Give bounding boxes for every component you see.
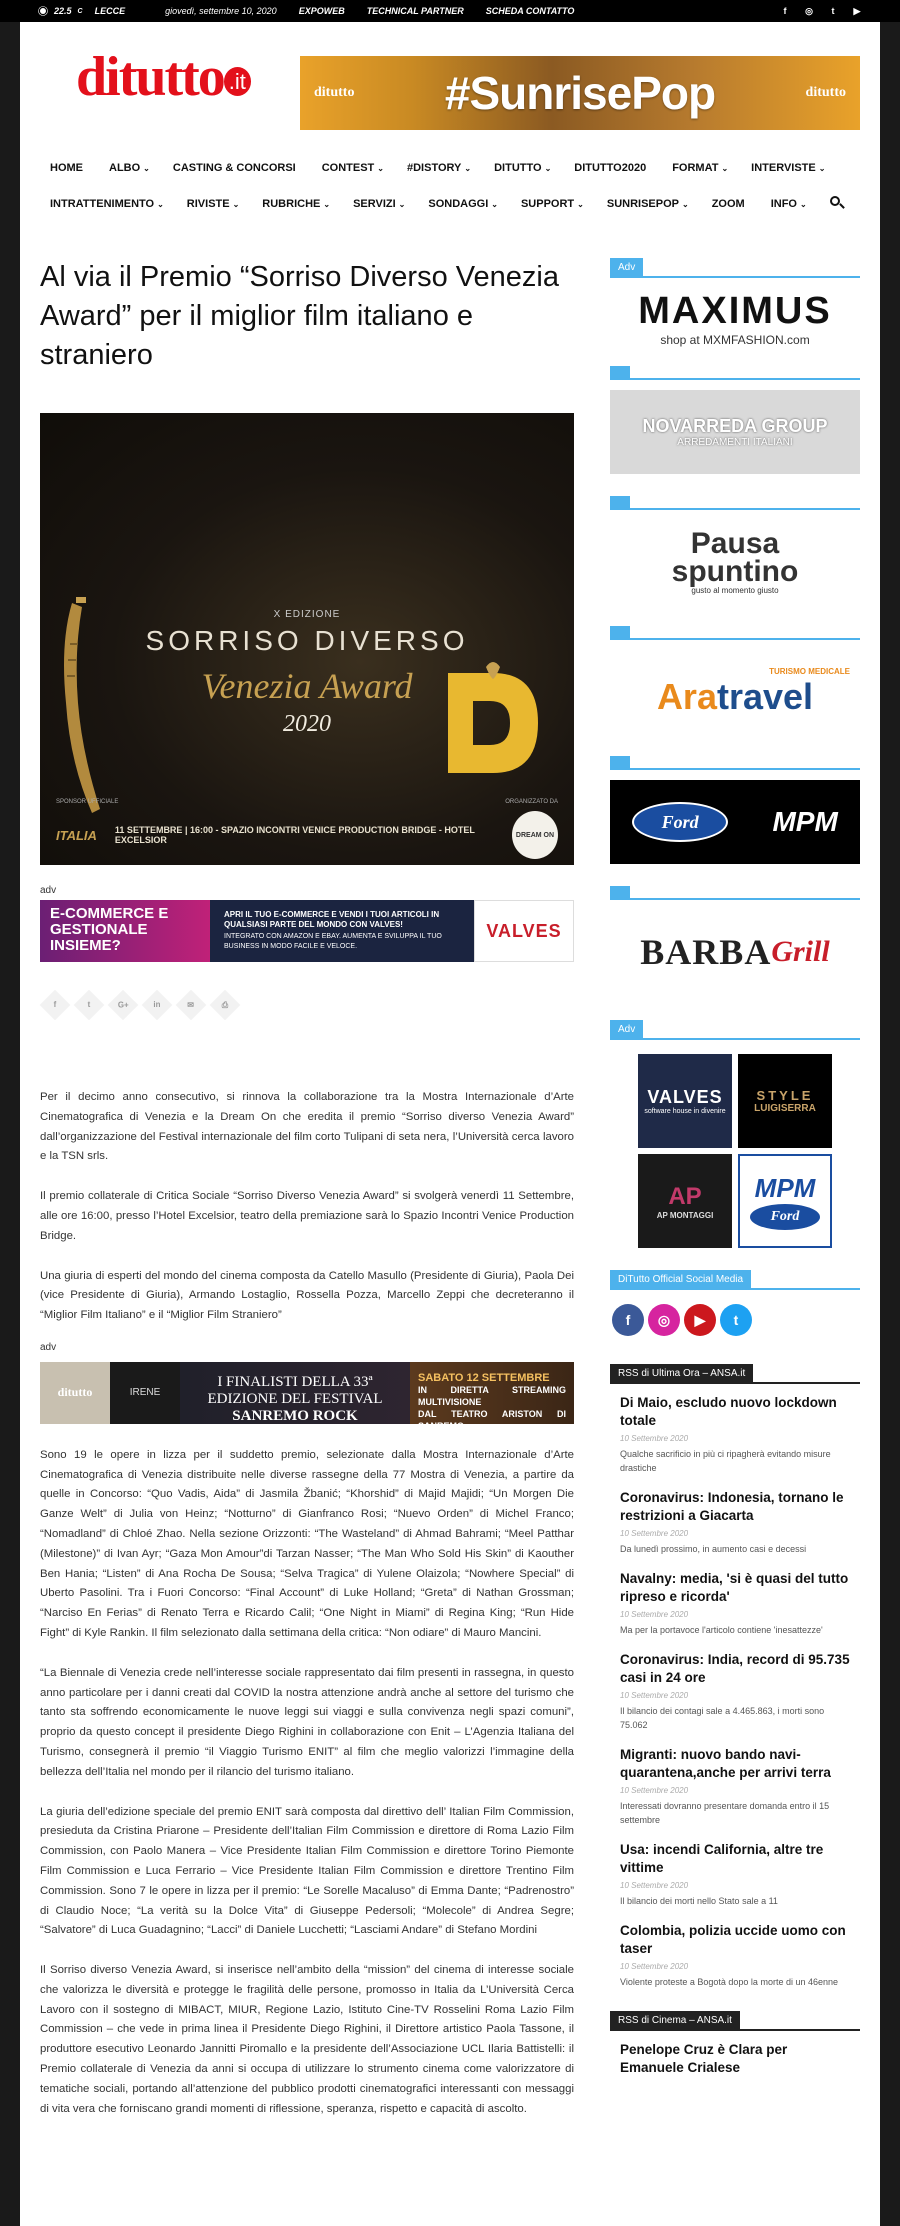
- chevron-down-icon: ⌄: [232, 200, 240, 209]
- linkedin-icon: in: [153, 1000, 161, 1010]
- share-google-button[interactable]: [108, 990, 139, 1021]
- news-item: [620, 1394, 854, 1475]
- sanremo-rock-banner[interactable]: [40, 1362, 574, 1431]
- sanremo-banner-date: SABATO 12 SETTEMBRE IN DIRETTA STREAMING MULTIVISIONE DAL TEATRO ARISTON DI SANREMO: [410, 1362, 574, 1424]
- sidebar-divider: [610, 748, 860, 770]
- article-paragraph: La giuria dell’edizione speciale del premio ENIT sarà composta dal direttivo dell’ Italian Film Commission, presieduta da Cristina Priarone – Presidente dell’Italian Film Commission e direttore di Roma Lazio Film Commission, con Paolo Manera – Vice Presidente Italian Film Commission e direttore Torino Piemonte Film Commission e Luca Ferrario – Vice Presidente Italian Film Commission e direttore Trentino Film Commission. Sono 7 le opere in lizza per il premio: “Le Sorelle Macaluso” di Emma Dante; “Padrenostro” di Claudio Noce; “La verità su la Dolce Vita” di Giuseppe Pedersoli; “Molecole” di Andrea Segre; “Salvatore” di Luca Guadagnino; “Lacci” di Daniele Lucchetti; “Lasciami Andare” di Stefano Mordini: [40, 1805, 574, 1937]
- news-list: [610, 1394, 860, 1989]
- news-item: [620, 1489, 854, 1556]
- sidebar-block: [610, 358, 860, 474]
- nav-item-distory[interactable]: #DISTORY ⌄: [406, 162, 472, 174]
- news-date: 10 Settembre 2020: [620, 1881, 689, 1890]
- nav-item-rubriche[interactable]: RUBRICHE ⌄: [262, 198, 331, 210]
- ap-montaggi-sponsor[interactable]: AP AP MONTAGGI: [638, 1154, 732, 1248]
- sidebar-block: [610, 1018, 860, 1248]
- nav-item-contest[interactable]: CONTEST ⌄: [321, 162, 384, 174]
- twitter-icon: t: [87, 1000, 91, 1010]
- hero-sponsor-label: SPONSOR UFFICIALE: [56, 799, 119, 805]
- sponsor-grid: [610, 1054, 860, 1248]
- news-excerpt: Da lunedì prossimo, in aumento casi e decessi: [620, 1544, 807, 1554]
- chevron-down-icon: ⌄: [377, 164, 384, 173]
- nav-item-riviste[interactable]: RIVISTE ⌄: [186, 198, 240, 210]
- chevron-down-icon: ⌄: [721, 164, 729, 173]
- nav-item-sunrisepop[interactable]: SUNRISEPOP ⌄: [606, 198, 689, 210]
- news-date: 10 Settembre 2020: [620, 1691, 689, 1700]
- share-facebook-button[interactable]: [40, 990, 71, 1021]
- cinema-block: [610, 2009, 860, 2077]
- news-title[interactable]: Colombia, polizia uccide uomo con taser: [620, 1923, 846, 1956]
- nav-item-intrattenimento[interactable]: INTRATTENIMENTO ⌄: [50, 198, 164, 210]
- novarreda-ad[interactable]: NOVARREDA GROUP ARREDAMENTI ITALIANI: [610, 390, 860, 474]
- temperature-unit: C: [77, 7, 83, 15]
- maximus-logo: MAXIMUS: [638, 289, 832, 332]
- logo-text: ditutto: [76, 46, 224, 108]
- nav-item-ditutto2020[interactable]: DITUTTO2020: [574, 162, 647, 174]
- site-header: [20, 22, 880, 222]
- news-date: 10 Settembre 2020: [620, 1529, 689, 1538]
- news-item: [620, 2041, 854, 2077]
- instagram-icon[interactable]: ◎: [805, 5, 813, 16]
- article-hero-image: [40, 413, 574, 865]
- banner-ecommerce-copy: [210, 900, 474, 962]
- youtube-icon[interactable]: ▶: [853, 5, 861, 16]
- ansa-block: [610, 1362, 860, 1989]
- news-title[interactable]: Migranti: nuovo bando navi-quarantena,anche per arrivi terra: [620, 1747, 831, 1780]
- mail-icon: ✉: [187, 1001, 195, 1010]
- mpm-ford-sponsor[interactable]: MPM Ford: [738, 1154, 832, 1248]
- share-print-button[interactable]: [210, 990, 241, 1021]
- chevron-down-icon: ⌄: [464, 164, 472, 173]
- topbar-link-technical-partner[interactable]: TECHNICAL PARTNER: [366, 6, 464, 16]
- logo-suffix: .it: [224, 67, 251, 96]
- facebook-icon[interactable]: f: [612, 1304, 644, 1336]
- chevron-down-icon: ⌄: [682, 200, 689, 209]
- article-paragraph: Per il decimo anno consecutivo, si rinnova la collaborazione tra la Mostra Internazionale d’Arte Cinematografica di Venezia e la Dream On che eredita il premio “Sorriso diverso Venezia Award” dall’organizzazione del Festival internazionale del film corto Tulipani di seta nera, l’Università cerca lavoro e la TSN srls.: [40, 1091, 574, 1163]
- article: [40, 252, 574, 2139]
- news-item: [620, 1841, 854, 1908]
- adv-label: adv: [40, 1341, 57, 1353]
- sun-icon: [40, 8, 46, 14]
- search-icon[interactable]: [830, 196, 844, 210]
- top-bar: [0, 0, 900, 22]
- ford-mpm-ad[interactable]: [610, 780, 860, 864]
- aratravel-ad[interactable]: TURISMO MEDICALE Aratravel: [656, 666, 850, 717]
- nav-item-servizi[interactable]: SERVIZI ⌄: [353, 198, 406, 210]
- banner-title: #SunrisePop: [444, 67, 716, 119]
- news-title[interactable]: Di Maio, escludo nuovo lockdown totale: [620, 1395, 837, 1428]
- article-paragraph: Sono 19 le opere in lizza per il suddetto premio, selezionate dalla Mostra Internazionale d’Arte Cinematografica di Venezia distribuite nelle diverse rassegne della 77 Mostra di Venezia, a partire da quelle in Concorso: “Quo Vadis, Aida” di Jasmila Žbanić; “Khorshid” di Majid Majidi; “Un Morgen Die Ganze Welt” di Julia von Heinz; “Notturno” di Gianfranco Rosi; “Nuevo Orden” di Michel Franco; “Nomadland” di Chloé Zhao. Nella sezione Orizzonti: “The Wasteland” di Ahmad Bahrami; “Meel Patthar (Milestone)” di Ivan Ayr; “Gaza Mon Amour”di Tarzan Nasser; “The Man Who Sold His Skin” di Kaouther Ben Hania; “Listen” di Ana Rocha De Sousa; “Selva Tragica” di Yulene Olaizola; “Nowhere Special” di Uberto Pasolini. Tra i Fuori Concorso: “Final Account” di Luke Holland; “Greta” di Nathan Grossman; “Narciso En Ferias” di Renato Terra e Ricardo Calil; “One Night in Miami” di Regina King; “Run Hide Fight” di Kyle Rankin. Il film selezionato dalla settimana della critica: “Non odiare” di Mauro Mancini.: [40, 1448, 574, 1639]
- chevron-down-icon: ⌄: [818, 164, 826, 173]
- sidebar-block: [610, 618, 860, 734]
- ford-logo: Ford: [632, 802, 728, 842]
- sanremo-banner-irene: IRENE: [110, 1362, 180, 1424]
- cinema-news-list: [610, 2041, 860, 2077]
- temperature: 22.5: [54, 6, 72, 16]
- chevron-down-icon: ⌄: [544, 164, 552, 173]
- banner-logo-left: ditutto: [314, 85, 355, 100]
- sidebar-block: [610, 748, 860, 864]
- banner-ecommerce-title: APRI IL TUO E-COMMERCE E VENDI I TUOI ARTICOLI IN QUALSIASI PARTE DEL MONDO CON VALVES!: [224, 910, 440, 929]
- article-paragraph: Una giuria di esperti del mondo del cinema composta da Catello Masullo (Presidente di Giuria), Paola Dei (vice Presidente di Giuria), Armando Lostaglio, Rossella Pozza, Marcello Zeppi che decreteranno il “Miglior Film Italiano” e il “Miglior Film Straniero”: [40, 1269, 574, 1322]
- award-d-logo: [438, 663, 548, 783]
- chevron-down-icon: ⌄: [323, 200, 331, 209]
- sunrisepop-banner[interactable]: [300, 56, 860, 130]
- nav-item-casting[interactable]: CASTING & CONCORSI: [172, 162, 296, 174]
- sidebar-adv-header: Adv: [610, 256, 860, 278]
- article-paragraph: “La Biennale di Venezia crede nell’interesse sociale rappresentato dai film presenti in rassegna, in questo anno particolare per i danni creati dal COVID la nostra attenzione andrà anche al settore del turismo che tanto sta soffrendo economicamente le nuove leggi sui viaggi e sulla convivenza negli spazi comuni”, proprio da questo concept il presidente Diego Righini in collaborazione con Enit – L’Agenzia Italiana del Turismo, consegnerà il premio “il Viaggio Turismo ENIT” al film che meglio valorizzi l’immagine della bellezza dell’Italia nel mondo per il rilancio del turismo italiano.: [40, 1666, 574, 1778]
- sidebar: [610, 256, 860, 2091]
- topbar-social: [780, 6, 862, 17]
- news-title[interactable]: Usa: incendi California, altre tre vittime: [620, 1842, 824, 1875]
- chevron-down-icon: ⌄: [398, 200, 406, 209]
- banner-ecommerce-sub: INTEGRATO CON AMAZON E EBAY. AUMENTA E SVILUPPA IL TUO BUSINESS IN MODO FACILE E VELOCE.: [224, 933, 442, 950]
- page-content: [20, 222, 880, 2226]
- topbar-link-scheda-contatto[interactable]: SCHEDA CONTATTO: [485, 6, 575, 16]
- ansa-header: RSS di Ultima Ora – ANSA.it: [610, 1362, 860, 1384]
- youtube-icon[interactable]: ▶: [684, 1304, 716, 1336]
- news-excerpt: Il bilancio dei morti nello Stato sale a 11: [620, 1896, 778, 1906]
- article-title: Al via il Premio “Sorriso Diverso Venezia Award” per il miglior film italiano e straniero: [40, 261, 559, 371]
- chevron-down-icon: ⌄: [143, 164, 150, 173]
- twitter-icon[interactable]: t: [720, 1304, 752, 1336]
- chevron-down-icon: ⌄: [157, 200, 164, 209]
- article-body: [40, 1088, 574, 2119]
- site-logo[interactable]: [76, 42, 246, 112]
- banner-logo-right: ditutto: [805, 85, 846, 100]
- social-block: [610, 1268, 860, 1336]
- article-paragraph: Il Sorriso diverso Venezia Award, si inserisce nell’ambito della “mission” del cinema di interesse sociale che valorizza le diversità e protegge le fragilità delle persone, promosso in Italia da L’Università Cerca Lavoro con il sostegno di MIBACT, MIUR, Regione Lazio, Istituto Cine-TV Rosselini Roma Lazio Film Commission – che vede in prima linea il Presidente Diego Righini, il Direttore artistico Paola Tassone, il produttore esecutivo Leonardo Jannitti Piromallo e la presidente dell’Associazione UCL Ilaria Battistelli: il Premio collaterale di Venezia da anni si occupa di utilizzare lo strumento cinema come valorizzatore di tematiche sociali, portando all’attenzione del pubblico prodotti cinematografici interessanti con messaggi di vita vera che forniscano grandi momenti di riflessione, speranza, rispetto e capacità di ascolto.: [40, 1964, 574, 2115]
- luigiserra-sponsor[interactable]: STYLE LUIGISERRA: [738, 1054, 832, 1148]
- article-paragraph: Il premio collaterale di Critica Sociale “Sorriso Diverso Venezia Award” si svolgerà venerdì 11 Settembre, alle ore 16:00, presso l’Hotel Excelsior, teatro della premiazione sarà lo Spazio Incontri Venice Production Bridge.: [40, 1190, 574, 1242]
- news-date: 10 Settembre 2020: [620, 1786, 689, 1795]
- nav-item-info[interactable]: INFO ⌄: [770, 198, 807, 210]
- hero-footer: [40, 805, 574, 865]
- nav-item-zoom[interactable]: ZOOM: [711, 198, 745, 210]
- nav-row-2: [20, 186, 880, 222]
- news-date: 10 Settembre 2020: [620, 1610, 689, 1619]
- news-title[interactable]: Coronavirus: India, record di 95.735 casi in 24 ore: [620, 1652, 850, 1685]
- twitter-icon[interactable]: t: [831, 5, 835, 16]
- nav-item-interviste[interactable]: INTERVISTE ⌄: [751, 162, 826, 174]
- sidebar-divider: [610, 878, 860, 900]
- facebook-icon: f: [53, 1000, 57, 1010]
- google-plus-icon: G+: [117, 1000, 129, 1010]
- sidebar-divider: [610, 488, 860, 510]
- mpm-logo: MPM: [772, 806, 838, 837]
- weather-city: LECCE: [94, 6, 126, 16]
- news-title[interactable]: Coronavirus: Indonesia, tornano le restrizioni a Giacarta: [620, 1490, 844, 1523]
- news-title[interactable]: Penelope Cruz è Clara per Emanuele Crialese: [620, 2042, 788, 2075]
- news-item: [620, 1922, 854, 1989]
- news-title[interactable]: Navalny: media, 'si è quasi del tutto ripreso e ricorda': [620, 1571, 849, 1604]
- valves-logo: VALVES: [474, 900, 574, 962]
- banner-ecommerce-headline: E-COMMERCE E GESTIONALE INSIEME?: [40, 900, 210, 962]
- news-item: [620, 1746, 854, 1827]
- news-date: 10 Settembre 2020: [620, 1962, 689, 1971]
- hero-event-info: 11 SETTEMBRE | 16:00 - SPAZIO INCONTRI VENICE PRODUCTION BRIDGE - HOTEL EXCELSIOR: [114, 825, 475, 845]
- sidebar-adv-header: Adv: [610, 1018, 860, 1040]
- hero-organized-label: ORGANIZZATO DA: [505, 799, 558, 805]
- topbar-link-expoweb[interactable]: EXPOWEB: [298, 6, 345, 16]
- nav-item-format[interactable]: FORMAT ⌄: [672, 162, 729, 174]
- share-buttons: [40, 990, 574, 1020]
- nav-item-home[interactable]: HOME: [50, 162, 83, 174]
- hero-italia-logo: ITALIA: [56, 827, 97, 843]
- sidebar-divider: [610, 618, 860, 640]
- chevron-down-icon: ⌄: [491, 200, 498, 209]
- news-excerpt: Qualche sacrificio in più ci ripagherà evitando misure drastiche: [620, 1449, 831, 1473]
- nav-item-albo[interactable]: ALBO ⌄: [109, 162, 150, 174]
- hero-award: Venezia Award: [201, 666, 413, 706]
- current-date: giovedì, settembre 10, 2020: [165, 6, 277, 16]
- news-excerpt: Ma per la portavoce l'articolo contiene 'inesattezze': [620, 1625, 823, 1635]
- main-nav: [20, 150, 880, 222]
- adv-label: adv: [40, 885, 57, 896]
- barba-grill-ad[interactable]: BARBA Grill: [640, 932, 830, 972]
- valves-ecommerce-banner[interactable]: [40, 900, 574, 962]
- print-icon: ⎙: [221, 1000, 229, 1009]
- facebook-icon[interactable]: f: [783, 5, 787, 16]
- sidebar-block: [610, 488, 860, 604]
- share-email-button[interactable]: [176, 990, 207, 1021]
- nav-item-sondaggi[interactable]: SONDAGGI ⌄: [428, 198, 498, 210]
- chevron-down-icon: ⌄: [799, 200, 807, 209]
- valves-sponsor[interactable]: VALVES software house in divenire: [638, 1054, 732, 1148]
- nav-item-support[interactable]: SUPPORT ⌄: [520, 198, 584, 210]
- news-date: 10 Settembre 2020: [620, 1434, 689, 1443]
- maximus-url: shop at MXMFASHION.com: [660, 332, 810, 347]
- pausa-spuntino-ad[interactable]: Pausa spuntino gusto al momento giusto: [671, 526, 799, 595]
- news-item: [620, 1570, 854, 1637]
- maximus-ad[interactable]: [610, 278, 860, 358]
- hero-name: SORRISO DIVERSO: [145, 625, 469, 656]
- share-twitter-button[interactable]: [74, 990, 105, 1021]
- social-header: DiTutto Official Social Media: [610, 1268, 860, 1290]
- news-excerpt: Interessati dovranno presentare domanda entro il 15 settembre: [620, 1801, 830, 1825]
- sidebar-block: [610, 878, 860, 994]
- nav-row-1: [20, 150, 880, 186]
- chevron-down-icon: ⌄: [577, 200, 584, 209]
- weather-widget: [38, 6, 125, 16]
- cinema-header: RSS di Cinema – ANSA.it: [610, 2009, 860, 2031]
- sanremo-banner-ditutto: ditutto: [40, 1362, 110, 1424]
- hero-edition: X EDIZIONE: [273, 609, 341, 620]
- news-excerpt: Violente proteste a Bogotà dopo la morte di un 46enne: [620, 1977, 838, 1987]
- instagram-icon[interactable]: ◎: [648, 1304, 680, 1336]
- social-icons: [610, 1304, 860, 1336]
- hero-year: 2020: [283, 711, 331, 737]
- sidebar-divider: [610, 358, 860, 380]
- news-item: [620, 1651, 854, 1732]
- dreamon-logo: DREAM ON: [512, 811, 558, 859]
- sanremo-banner-headline: I FINALISTI DELLA 33ª EDIZIONE DEL FESTIVAL SANREMO ROCK: [180, 1362, 410, 1424]
- nav-item-ditutto[interactable]: DITUTTO ⌄: [494, 162, 552, 174]
- share-linkedin-button[interactable]: [142, 990, 173, 1021]
- news-excerpt: Il bilancio dei contagi sale a 4.465.863, i morti sono 75.062: [620, 1706, 825, 1730]
